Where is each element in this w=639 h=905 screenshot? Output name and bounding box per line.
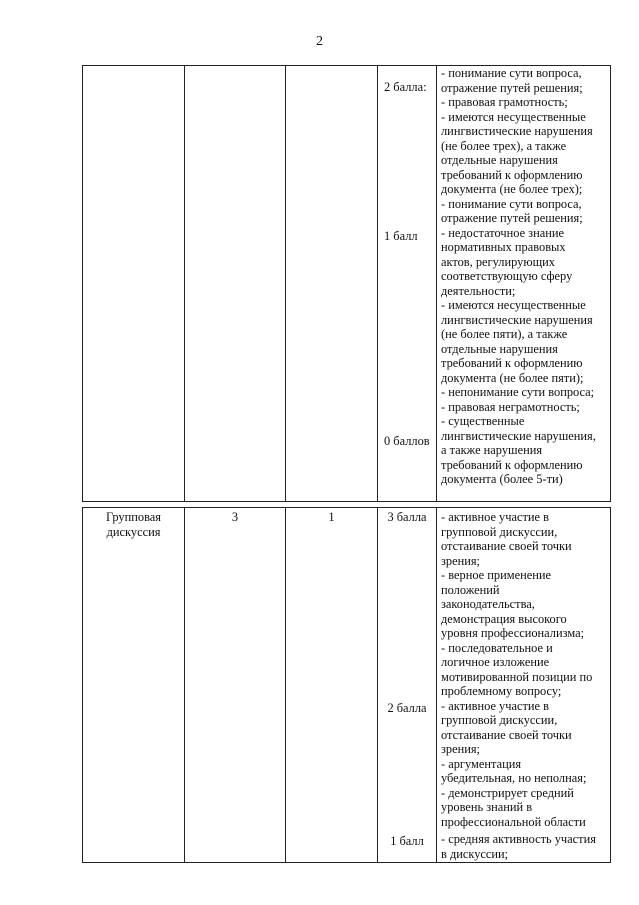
criteria-line: демонстрация высокого — [441, 611, 567, 626]
column-border — [285, 65, 286, 501]
criteria-line: - верное применение — [441, 568, 551, 582]
criteria-line: - имеются несущественные — [441, 109, 586, 124]
score-label: 1 балл — [390, 834, 424, 848]
criteria-line: требований к оформлению — [441, 457, 583, 472]
column-border — [436, 507, 437, 862]
criteria-line: - активное участие в — [441, 510, 549, 524]
criteria-line: нормативных правовых — [441, 240, 566, 254]
criteria-line: уровня профессионализма; — [441, 626, 585, 640]
criteria-line: требований к оформлению — [441, 356, 583, 370]
criteria-line: проблемному вопросу; — [441, 684, 562, 698]
criteria-line: документа (более 5-ти) — [441, 472, 563, 486]
assessment-type: Групповая — [106, 510, 161, 524]
column-border — [377, 507, 378, 862]
criteria-line: лингвистические нарушения, — [441, 428, 596, 443]
cell-value: 1 — [328, 510, 335, 524]
column-border — [377, 65, 378, 501]
criteria-line: групповой дискуссии, — [441, 524, 558, 539]
row-divider — [82, 507, 611, 508]
criteria-line: - активное участие в — [441, 698, 549, 713]
column-border — [82, 65, 83, 501]
criteria-line: отражение путей решения; — [441, 211, 583, 225]
criteria-line: - существенные — [441, 414, 525, 428]
criteria-line: зрения; — [441, 742, 480, 756]
criteria-line: мотивированной позиции по — [441, 669, 593, 684]
criteria-line: положений — [441, 582, 500, 597]
table-bottom-border — [82, 862, 611, 863]
criteria-line: соответствующую сферу — [441, 269, 573, 283]
criteria-line: логичное изложение — [441, 655, 550, 669]
criteria-line: в дискуссии; — [441, 846, 509, 861]
score-label: 2 балла — [387, 701, 427, 715]
criteria-line: - демонстрирует средний — [441, 785, 574, 800]
row-divider — [82, 501, 611, 502]
criteria-line: уровень знаний в — [441, 800, 533, 814]
criteria-line: (не более пяти), а также — [441, 327, 568, 341]
column-border — [184, 507, 185, 862]
criteria-line: групповой дискуссии, — [441, 713, 558, 727]
criteria-line: отстаивание своей точки — [441, 539, 572, 553]
criteria-line: - правовая грамотность; — [441, 95, 568, 109]
criteria-line: - понимание сути вопроса, — [441, 66, 582, 80]
score-label: 3 балла — [387, 510, 427, 524]
score-label: 1 балл — [384, 229, 418, 243]
criteria-line: убедительная, но неполная; — [441, 771, 587, 785]
column-border — [436, 65, 437, 501]
score-label: 0 баллов — [384, 434, 430, 448]
criteria-line: - непонимание сути вопроса; — [441, 385, 595, 399]
criteria-line: законодательства, — [441, 597, 535, 611]
criteria-line: отстаивание своей точки — [441, 727, 572, 742]
cell-value: 3 — [231, 510, 239, 524]
criteria-line: требований к оформлению — [441, 167, 583, 182]
criteria-line: (не более трех), а также — [441, 138, 567, 153]
criteria-line: - последовательное и — [441, 640, 553, 655]
criteria-line: - недостаточное знание — [441, 225, 564, 240]
column-border — [610, 65, 611, 501]
criteria-line: - понимание сути вопроса, — [441, 196, 582, 211]
criteria-line: зрения; — [441, 553, 480, 568]
criteria-line: - средняя активность участия — [441, 832, 596, 846]
criteria-line: документа (не более пяти); — [441, 370, 584, 385]
criteria-line: - правовая неграмотность; — [441, 399, 580, 414]
column-border — [610, 507, 611, 862]
column-border — [82, 507, 83, 862]
score-label: 2 балла: — [384, 80, 427, 94]
criteria-line: отражение путей решения; — [441, 80, 583, 95]
criteria-line: - имеются несущественные — [441, 298, 586, 312]
column-border — [184, 65, 185, 501]
criteria-line: отдельные нарушения — [441, 153, 558, 167]
criteria-line: а также нарушения — [441, 443, 543, 457]
criteria-line: - аргументация — [441, 756, 522, 771]
criteria-line: лингвистические нарушения — [441, 124, 593, 138]
assessment-type: дискуссия — [106, 524, 161, 539]
criteria-line: документа (не более трех); — [441, 182, 583, 196]
criteria-line: профессиональной области — [441, 814, 586, 829]
criteria-line: отдельные нарушения — [441, 341, 558, 356]
page-number: 2 — [316, 34, 323, 49]
criteria-line: актов, регулирующих — [441, 254, 555, 269]
criteria-line: деятельности; — [441, 283, 516, 298]
criteria-line: лингвистические нарушения — [441, 312, 593, 327]
column-border — [285, 507, 286, 862]
